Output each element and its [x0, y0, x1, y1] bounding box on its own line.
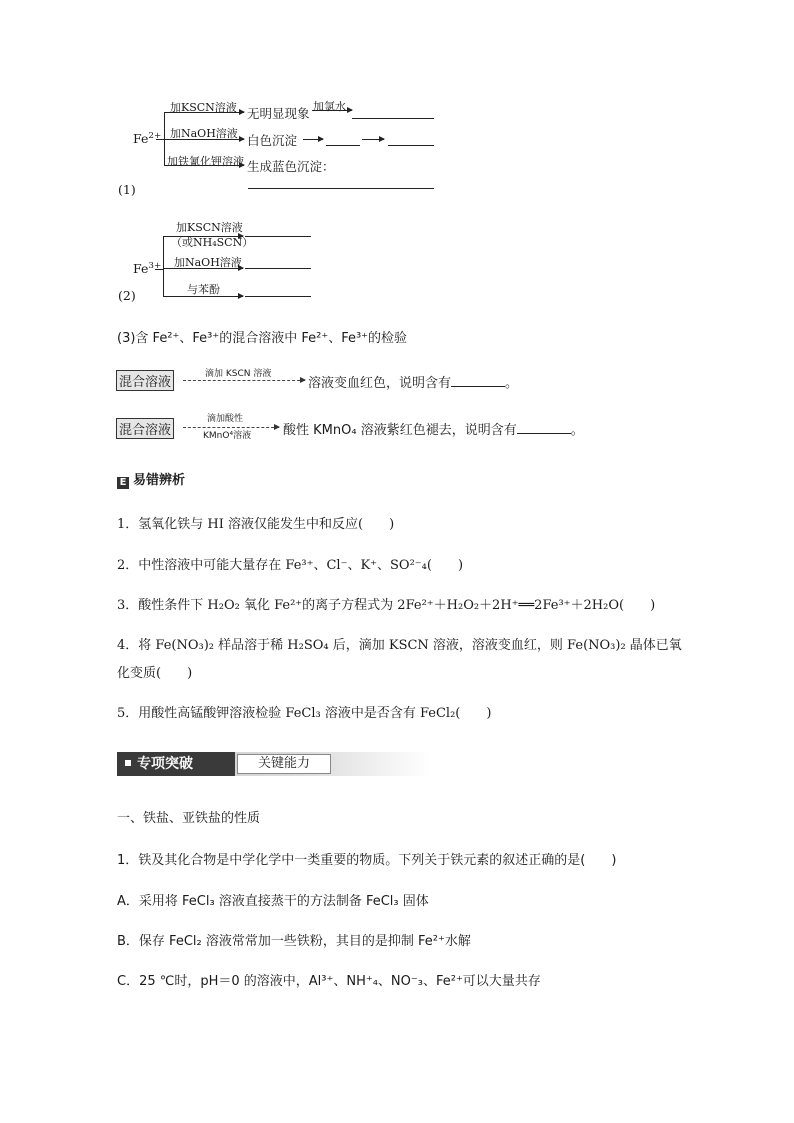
diagram2-reagent-2: 加NaOH溶液	[174, 256, 242, 269]
diagram2-reagent-1-extra: （或NH₄SCN）	[171, 236, 254, 249]
diagram1-center-ion: $Fe^{2+}$	[133, 130, 162, 146]
option-b: B．保存 FeCl₂ 溶液常常加一些铁粉，其目的是抑制 Fe²⁺水解	[117, 934, 471, 949]
blank-line	[388, 145, 434, 146]
diagram1-label: (1)	[118, 182, 136, 197]
mixed-solution-box: 混合溶液	[116, 418, 174, 439]
banner-left: 专项突破	[117, 752, 235, 776]
diagram1-reagent-2: 加NaOH溶液	[170, 127, 238, 140]
error-item-4-cont: 化变质( )	[117, 666, 193, 681]
row1-text: 溶液变血红色，说明含有 。	[308, 376, 519, 391]
diagram2-arrow-1	[163, 236, 243, 237]
diagram1-arrow-3	[164, 165, 244, 166]
diagram2-arrow-2	[163, 268, 243, 269]
diagram1-arrow-2	[164, 139, 244, 140]
row1-arrow-label: 滴加 KSCN 溶液	[205, 369, 272, 379]
row2-arrow	[183, 427, 279, 428]
blank-line	[245, 296, 311, 297]
error-item-3: 3．酸性条件下 H₂O₂ 氧化 Fe²⁺的离子方程式为 2Fe²⁺＋H₂O₂＋2H⁺══2Fe³⁺＋2H₂O( )	[117, 598, 656, 613]
section-banner	[117, 752, 431, 776]
blank-line	[245, 268, 311, 269]
blank-line	[352, 118, 434, 119]
blank-line	[248, 188, 434, 189]
diagram2-center-ion: $Fe^{3+}$	[133, 260, 162, 276]
row2-arrow-label-2: KMnO⁴溶液	[203, 431, 252, 441]
blank-line	[245, 236, 311, 237]
diagram1-arrow-2b	[303, 139, 323, 140]
blank-line	[326, 145, 360, 146]
row2-text: 酸性 KMnO₄ 溶液紫红色褪去，说明含有 。	[283, 423, 584, 438]
mixed-solution-box: 混合溶液	[116, 370, 174, 391]
error-item-5: 5．用酸性高锰酸钾溶液检验 FeCl₃ 溶液中是否含有 FeCl₂( )	[117, 706, 492, 721]
error-item-4: 4．将 Fe(NO₃)₂ 样品溶于稀 H₂SO₄ 后，滴加 KSCN 溶液，溶液变血红，则 Fe(NO₃)₂ 晶体已氧	[117, 638, 682, 653]
banner-right: 关键能力	[237, 754, 331, 774]
diagram1-result-2: 白色沉淀	[247, 133, 298, 148]
row1-arrow	[183, 380, 305, 381]
row2-arrow-label-1: 滴加酸性	[207, 414, 244, 424]
diagram1-arrow-1b	[312, 110, 352, 111]
errors-tag-icon: E	[117, 477, 129, 489]
diagram1-result-1: 无明显现象	[247, 106, 310, 121]
section3-title: (3)含 Fe²⁺、Fe³⁺的混合溶液中 Fe²⁺、Fe³⁺的检验	[117, 331, 408, 346]
diagram1-reagent-1: 加KSCN溶液	[170, 101, 237, 114]
diagram1-result-3: 生成蓝色沉淀：	[247, 159, 335, 174]
diagram2-reagent-1: 加KSCN溶液	[176, 221, 243, 234]
diagram1-reagent-3: 加铁氰化钾溶液	[167, 155, 244, 168]
diagram2-label: (2)	[118, 288, 136, 303]
section-title: 一、铁盐、亚铁盐的性质	[117, 811, 261, 826]
option-c: C．25 ℃时，pH＝0 的溶液中，Al³⁺、NH⁺₄、NO⁻₃、Fe²⁺可以大量共存	[117, 974, 541, 989]
diagram2-arrow-3	[163, 296, 243, 297]
option-a: A．采用将 FeCl₃ 溶液直接蒸干的方法制备 FeCl₃ 固体	[117, 894, 429, 909]
errors-heading: E 易错辨析	[117, 469, 185, 489]
diagram1-reagent-1b: 加氯水	[313, 100, 346, 113]
diagram1-arrow-2c	[362, 139, 384, 140]
square-icon	[125, 760, 131, 766]
diagram1-arrow-1	[164, 112, 244, 113]
diagram2-reagent-3: 与苯酚	[187, 283, 220, 296]
question-stem: 1．铁及其化合物是中学化学中一类重要的物质。下列关于铁元素的叙述正确的是( )	[117, 853, 617, 868]
error-item-2: 2．中性溶液中可能大量存在 Fe³⁺、Cl⁻、K⁺、SO²⁻₄( )	[117, 558, 464, 573]
error-item-1: 1．氢氧化铁与 HI 溶液仅能发生中和反应( )	[117, 517, 395, 532]
